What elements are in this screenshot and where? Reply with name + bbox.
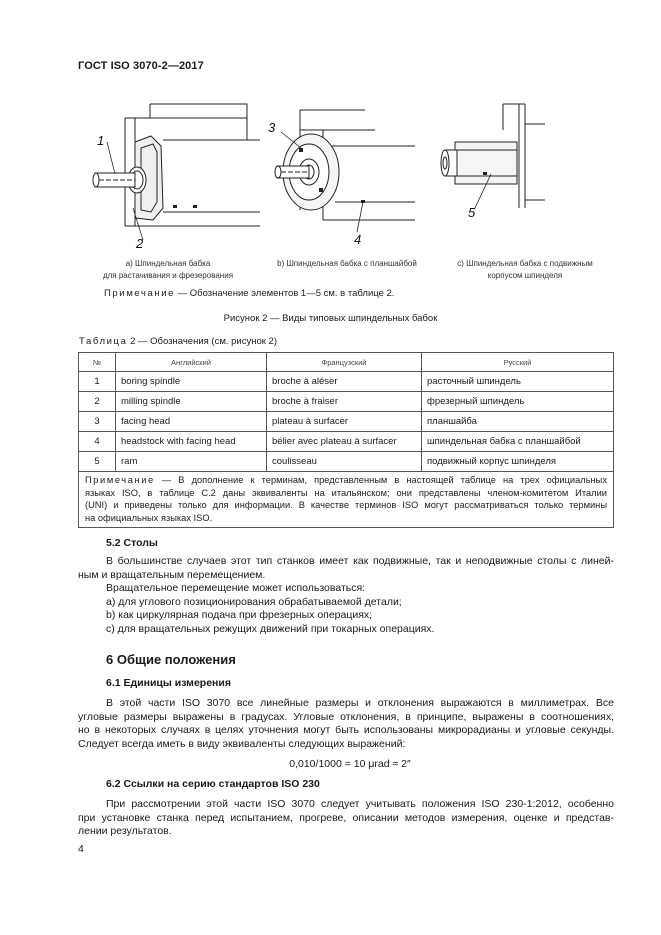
callout-2: 2 (136, 236, 144, 251)
page-number: 4 (78, 843, 84, 855)
table-note-line: (UNI) и приведены только для информации. В качестве терминов ISO могут рассматриваться только термины (85, 500, 607, 510)
table-note-line: на официальных языках ISO. (85, 512, 213, 523)
cell-russian: фрезерный шпиндель (422, 392, 614, 412)
list-item: b) как циркулярная подача при фрезерных операциях; (106, 609, 373, 621)
section-6-1-body (78, 697, 614, 751)
cell-russian: планшайба (422, 412, 614, 432)
figure-b-drawing (265, 100, 440, 250)
cell-french: coulisseau (267, 452, 422, 472)
figure-title: Рисунок 2 — Виды типовых шпиндельных бабок (223, 313, 438, 324)
cell-english: headstock with facing head (116, 432, 267, 452)
paragraph-line: ным и вращательным перемещением. (78, 568, 266, 581)
section-5-2-heading: 5.2 Столы (106, 537, 158, 549)
header-english: Английский (116, 353, 267, 372)
table-title-label: Таблица (79, 336, 128, 347)
cell-english: milling spindle (116, 392, 267, 412)
list-item: c) для вращательных режущих движений при токарных операциях. (106, 622, 435, 635)
cell-french: broche à fraiser (267, 392, 422, 412)
cell-english: ram (116, 452, 267, 472)
section-6-2-heading: 6.2 Ссылки на серию стандартов ISO 230 (106, 778, 320, 790)
section-6-2-body (78, 798, 614, 839)
section-6-1-heading: 6.1 Единицы измерения (106, 677, 231, 689)
cell-english: boring spindle (116, 372, 267, 392)
cell-number: 1 (79, 372, 116, 392)
paragraph-line: Вращательное перемещение может использоваться: (106, 582, 366, 594)
paragraph-line: В этой части ISO 3070 все линейные размеры и отклонения выражаются в миллиметрах. Все (106, 697, 614, 709)
table-note-row (79, 472, 614, 528)
cell-french: broche à aléser (267, 372, 422, 392)
paragraph-line: угловые размеры выражены в градусах. Угловые отклонения, в принципе, выражены в соотношениях, (78, 710, 614, 723)
list-item: a) для углового позиционирования обрабатываемой детали; (106, 595, 402, 608)
paragraph-line: В большинстве случаев этот тип станков имеет как подвижные, так и неподвижные столы с линей- (106, 555, 614, 567)
paragraph-line: при установке станка перед испытанием, прогреве, описании методов измерения, оценке и представ- (78, 811, 614, 824)
caption-a-line1: а) Шпиндельная бабка (125, 259, 211, 268)
header-russian: Русский (422, 353, 614, 372)
figure-caption-c (440, 258, 610, 282)
header-french: Французский (267, 353, 422, 372)
table-title-rest: 2 — Обозначения (см. рисунок 2) (127, 336, 277, 347)
paragraph-line: но в некоторых случаях в целях уточнения могут быть использованы микрорадианы и угловые секунды. (78, 724, 614, 736)
cell-french: plateau à surfacer (267, 412, 422, 432)
table-row (79, 392, 614, 412)
figure-caption-a (92, 258, 244, 282)
paragraph-line: Следует всегда иметь в виду эквиваленты следующих выражений: (78, 737, 406, 750)
cell-number: 4 (79, 432, 116, 452)
table-note-label: Примечание (85, 475, 155, 485)
figure-a-drawing (85, 100, 260, 250)
figure-note-text: — Обозначение элементов 1—5 см. в таблице 2. (175, 288, 395, 299)
cell-number: 5 (79, 452, 116, 472)
cell-russian: шпиндельная бабка с планшайбой (422, 432, 614, 452)
table-row (79, 432, 614, 452)
cell-russian: расточный шпиндель (422, 372, 614, 392)
callout-3: 3 (268, 120, 276, 135)
caption-a-line2: для растачивания и фрезерования (102, 271, 234, 280)
callout-5: 5 (468, 205, 476, 220)
cell-english: facing head (116, 412, 267, 432)
document-header: ГОСТ ISO 3070-2—2017 (78, 60, 204, 72)
table-note-text: — В дополнение к терминам, представленным в настоящей таблице на трех официальных (154, 475, 607, 485)
cell-number: 3 (79, 412, 116, 432)
caption-c-line1: c) Шпиндельная бабка с подвижным (457, 259, 593, 268)
table-row (79, 372, 614, 392)
figure-note-label: Примечание (104, 288, 175, 299)
table-note-line (85, 474, 607, 487)
figure-c-drawing (435, 100, 610, 250)
formula: 0,010/1000 = 10 μrad ≈ 2″ (289, 758, 411, 770)
table-title (79, 336, 277, 347)
table-note (79, 472, 614, 528)
figure-note (104, 288, 394, 299)
paragraph-line: лении результатов. (78, 825, 172, 837)
table-row (79, 412, 614, 432)
cell-french: bélier avec plateau à surfacer (267, 432, 422, 452)
paragraph-line: При рассмотрении этой части ISO 3070 следует учитывать положения ISO 230-1:2012, особенно (106, 798, 614, 810)
table-header-row (79, 353, 614, 372)
terms-table (78, 352, 614, 528)
cell-number: 2 (79, 392, 116, 412)
header-number: № (79, 353, 116, 372)
figure-caption-b: b) Шпиндельная бабка с планшайбой (277, 259, 417, 268)
cell-russian: подвижный корпус шпинделя (422, 452, 614, 472)
section-5-2-body (78, 555, 614, 636)
callout-1: 1 (97, 133, 105, 148)
callout-4: 4 (354, 232, 362, 247)
table-row (79, 452, 614, 472)
table-note-line: языках ISO, в таблице С.2 даны эквиваленты на итальянском; они представлены членом-комитетом Италии (85, 487, 607, 498)
caption-c-line2: корпусом шпинделя (487, 271, 563, 280)
section-6-heading: 6 Общие положения (106, 652, 236, 667)
